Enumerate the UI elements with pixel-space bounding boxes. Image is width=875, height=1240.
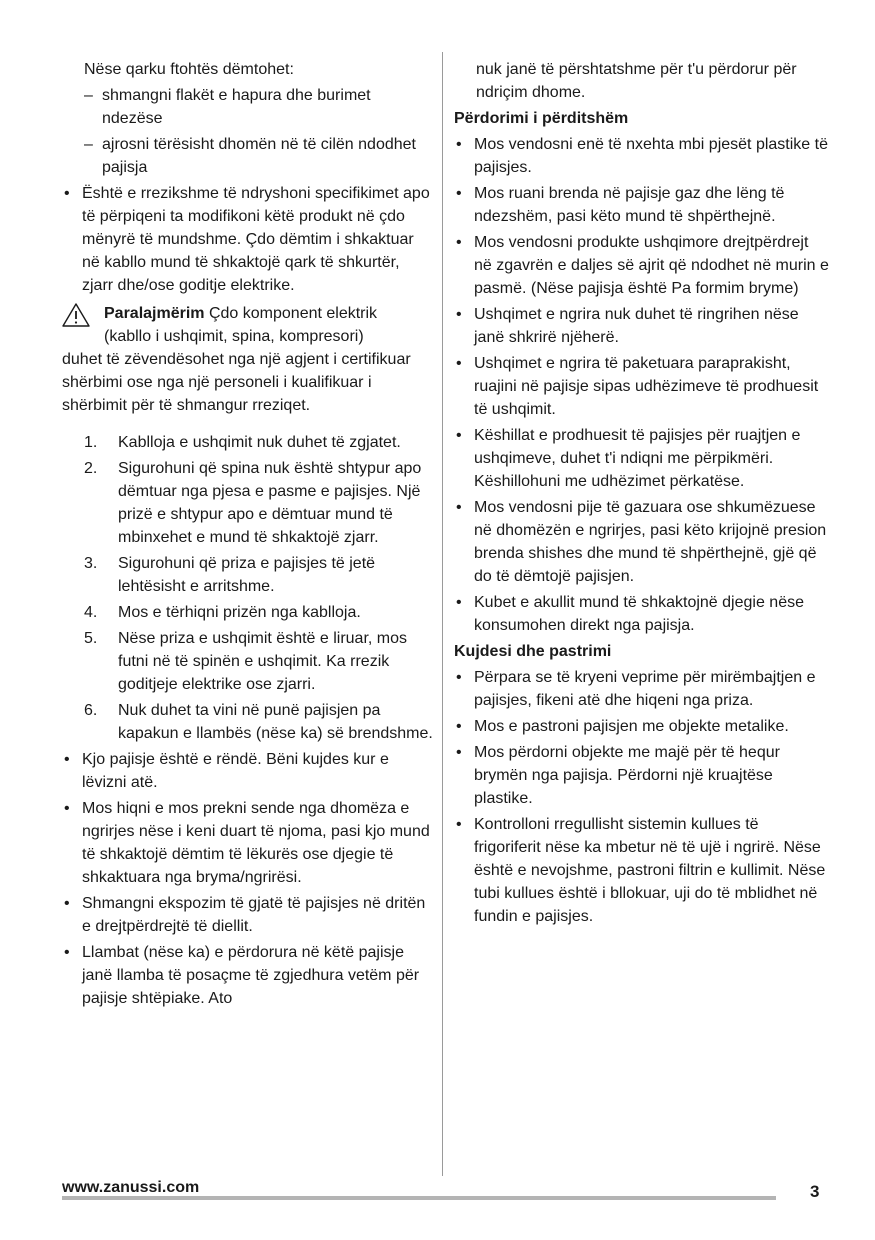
footer-rule: [62, 1196, 776, 1200]
item-number: 5.: [84, 630, 98, 647]
item-text: Nëse priza e ushqimit është e liruar, mos futni në të spinën e ushqimit. Ka rrezik goditjeje elektrike ose zjarri.: [118, 630, 408, 693]
list-item: • Kjo pajisje është e rëndë. Bëni kujdes kur e lëvizni atë.: [62, 748, 434, 794]
warning-line2: (kabllo i ushqimit, spina, kompresori): [104, 328, 364, 345]
list-item: • Mos hiqni e mos prekni sende nga dhomëza e ngrirjes nëse i keni duart të njoma, pasi kjo mund të shkaktojë dëmtim të lëkurës ose djegie të shkaktuara nga bryma/ngrirësi.: [62, 797, 434, 889]
section-heading-daily-use: Përdorimi i përditshëm: [454, 110, 629, 127]
continuation-text: nuk janë të përshtatshme për t'u përdorur për ndriçim dhome.: [476, 61, 797, 101]
numbered-list: [62, 431, 434, 745]
list-item: • Llambat (nëse ka) e përdorura në këtë pajisje janë llamba të posaçme të zgjedhura vetëm për pajisje shtëpiake. Ato: [62, 941, 434, 1010]
item-number: 6.: [84, 702, 98, 719]
item-text: Sigurohuni që priza e pajisjes të jetë lehtësisht e arritshme.: [118, 555, 376, 595]
item-text: Mos e tërhiqni prizën nga kablloja.: [118, 604, 361, 621]
list-item: [62, 457, 434, 549]
list-item: • Mos vendosni pije të gazuara ose shkumëzuese në dhomëzën e ngrirjes, pasi këto krijojnë presion brenda shishes dhe mund të shpërthejnë, gjë që do të dëmtojë pajisjen.: [454, 496, 829, 588]
warning-triangle-icon: [62, 303, 90, 327]
refrigerant-intro: Nëse qarku ftohtës dëmtohet:: [84, 61, 294, 78]
footer-website-link[interactable]: www.zanussi.com: [62, 1179, 200, 1196]
list-item: • Mos vendosni produkte ushqimore drejtpërdrejt në zgavrën e daljes së ajrit që ndodhet në murin e pasmë. (Nëse pajisja është Pa formim bryme): [454, 231, 829, 300]
list-item: • Mos e pastroni pajisjen me objekte metalike.: [454, 715, 829, 738]
warning-block: [62, 302, 434, 417]
item-number: 3.: [84, 555, 98, 572]
list-item: • Kubet e akullit mund të shkaktojnë djegie nëse konsumohen direkt nga pajisja.: [454, 591, 829, 637]
list-item: [62, 699, 434, 745]
section-heading-care-cleaning: Kujdesi dhe pastrimi: [454, 643, 612, 660]
list-item: • Mos ruani brenda në pajisje gaz dhe lëng të ndezshëm, pasi këto mund të shpërthejnë.: [454, 182, 829, 228]
item-text: Sigurohuni që spina nuk është shtypur apo dëmtuar nga pjesa e pasme e pajisjes. Një prizë e shtypur apo e dëmtuar mund të mbinxehet e mund të shkaktojë zjarr.: [118, 460, 422, 546]
list-item: • Mos përdorni objekte me majë për të hequr brymën nga pajisja. Përdorni një kruajtëse plastike.: [454, 741, 829, 810]
warning-line1: Çdo komponent elektrik: [208, 305, 378, 322]
item-number: 2.: [84, 460, 98, 477]
warning-text: duhet të zëvendësohet nga një agjent i certifikuar shërbimi ose nga një personeli i kualifikuar i shërbimit për të shmangur rreziqet.: [62, 351, 411, 414]
modify-warning-list: [62, 182, 434, 297]
item-text: Kablloja e ushqimit nuk duhet të zgjatet.: [118, 434, 401, 451]
list-item: • Mos vendosni enë të nxehta mbi pjesët plastike të pajisjes.: [454, 133, 829, 179]
item-text: Nuk duhet ta vini në punë pajisjen pa kapakun e llambës (nëse ka) së brendshme.: [118, 702, 433, 742]
list-item: • Përpara se të kryeni veprime për mirëmbajtjen e pajisjes, fikeni atë dhe hiqeni nga priza.: [454, 666, 829, 712]
item-number: 4.: [84, 604, 98, 621]
column-divider: [442, 52, 443, 1176]
list-item: • Është e rrezikshme të ndryshoni specifikimet apo të përpiqeni ta modifikoni këtë produkt në çdo mënyrë të mundshme. Çdo dëmtim i shkaktuar në kabllo mund të shkaktojë qark të shkurtër, zjarr dhe/ose goditje elektrike.: [62, 182, 434, 297]
page-number: 3: [810, 1182, 820, 1201]
list-item: [62, 601, 434, 624]
list-item: • Kontrolloni rregullisht sistemin kullues të frigoriferit nëse ka mbetur në të ujë i ngrirë. Nëse është e nevojshme, pastroni filtrin e kullimit. Nëse tubi kullues është i bllokuar, uji do të mblidhet në fundin e pajisjes.: [454, 813, 829, 928]
list-item: [62, 552, 434, 598]
care-cleaning-list: [454, 666, 829, 928]
warning-label: Paralajmërim: [104, 305, 205, 322]
list-item: • Shmangni ekspozim të gjatë të pajisjes në dritën e drejtpërdrejtë të diellit.: [62, 892, 434, 938]
list-item: • Ushqimet e ngrira nuk duhet të ringrihen nëse janë shkrirë njëherë.: [454, 303, 829, 349]
list-item: [62, 627, 434, 696]
list-item: [62, 431, 434, 454]
right-column: [454, 58, 829, 928]
dash-item: – shmangni flakët e hapura dhe burimet ndezëse: [62, 84, 434, 130]
left-column: [62, 58, 434, 1010]
safety-bullet-list: [62, 748, 434, 1010]
daily-use-list: [454, 133, 829, 637]
list-item: • Këshillat e prodhuesit të pajisjes për ruajtjen e ushqimeve, duhet t'i ndiqni me përpikmëri. Këshillohuni me udhëzimet përkatëse.: [454, 424, 829, 493]
list-item: • Ushqimet e ngrira të paketuara paraprakisht, ruajini në pajisje sipas udhëzimeve të prodhuesit të ushqimit.: [454, 352, 829, 421]
dash-item: – ajrosni tërësisht dhomën në të cilën ndodhet pajisja: [62, 133, 434, 179]
item-number: 1.: [84, 434, 98, 451]
